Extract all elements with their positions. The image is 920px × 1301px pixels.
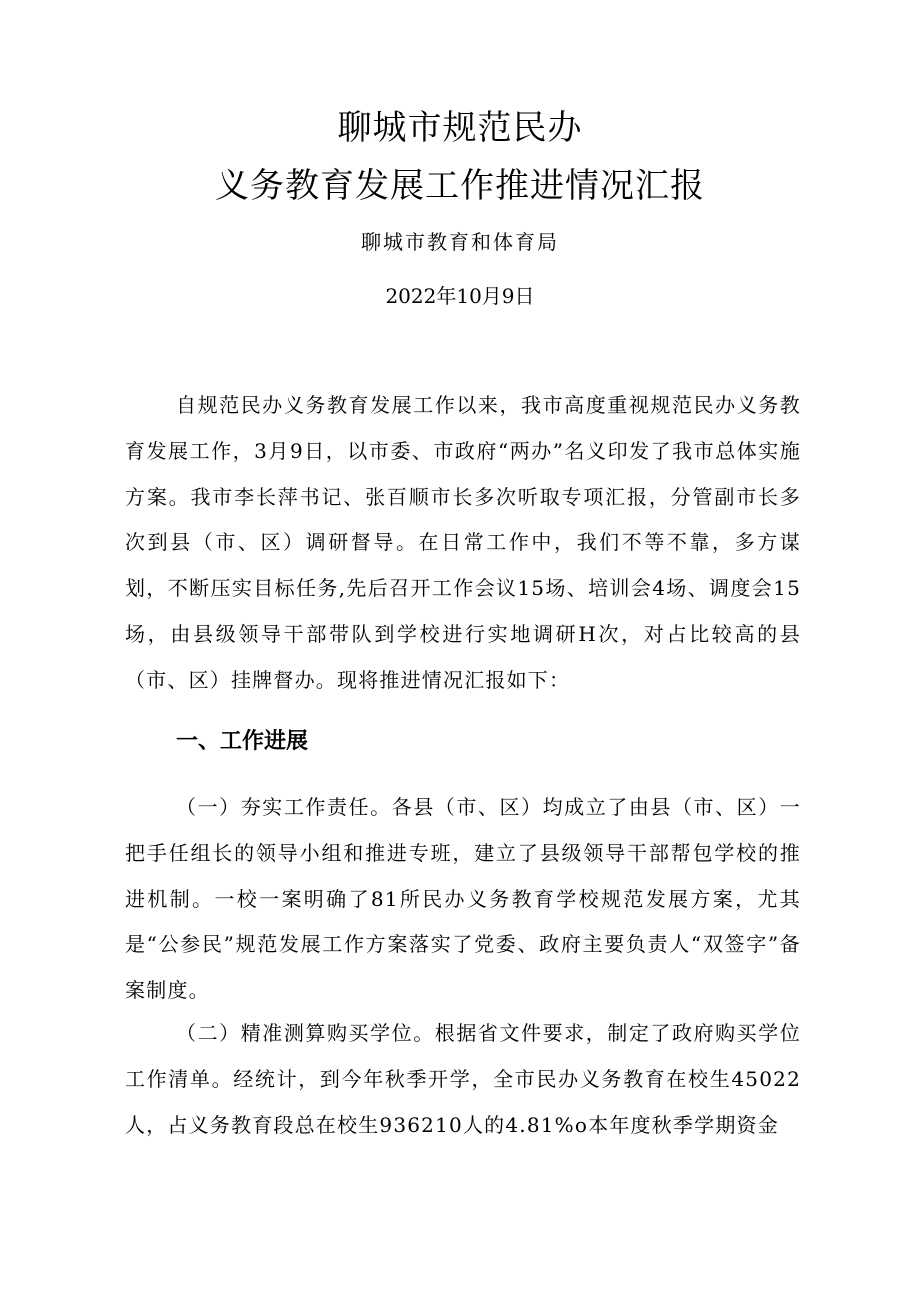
paragraph-purchase-places: （二）精准测算购买学位。根据省文件要求，制定了政府购买学位工作清单。经统计，到今年秋季开学，全市民办义务教育在校生45022人，占义务教育段总在校生936210人的4.81%o本年度秋季学期资金 — [125, 1021, 801, 1137]
document-title-line1: 聊城市规范民办 — [337, 108, 583, 148]
document-author: 聊城市教育和体育局 — [361, 230, 559, 254]
section-heading-progress: 一、工作进展 — [176, 729, 309, 754]
document-date: 2022年10月9日 — [385, 284, 535, 308]
paragraph-responsibility: （一）夯实工作责任。各县（市、区）均成立了由县（市、区）一把手任组长的领导小组和推进专班，建立了县级领导干部帮包学校的推进机制。一校一案明确了81所民办义务教育学校规范发展方案，尤其是“公参民”规范发展工作方案落实了党委、政府主要负责人“双签字”备案制度。 — [125, 795, 801, 1003]
intro-paragraph: 自规范民办义务教育发展工作以来，我市高度重视规范民办义务教育发展工作，3月9日，以市委、市政府“两办”名义印发了我市总体实施方案。我市李长萍书记、张百顺市长多次听取专项汇报，分管副市长多次到县（市、区）调研督导。在日常工作中，我们不等不靠，多方谋划，不断压实目标任务,先后召开工作会议15场、培训会4场、调度会15场，由县级领导干部带队到学校进行实地调研H次，对占比较高的县（市、区）挂牌督办。现将推进情况汇报如下： — [125, 393, 801, 692]
document-title-line2: 义务教育发展工作推进情况汇报 — [215, 166, 705, 206]
